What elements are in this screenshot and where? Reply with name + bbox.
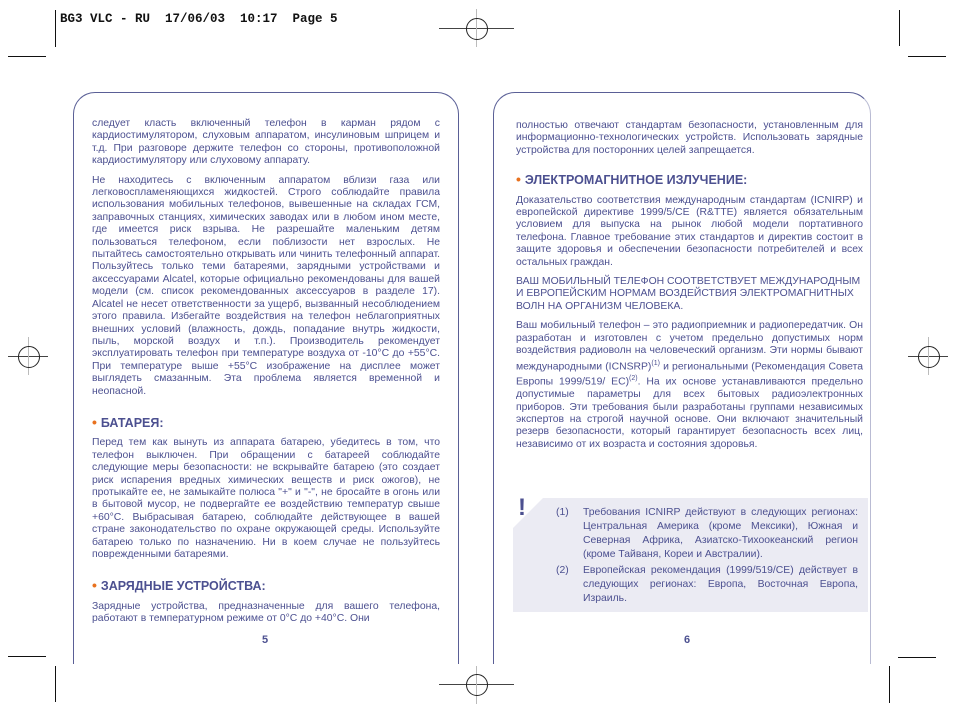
paragraph: Ваш мобильный телефон – это радиоприемник и радиопередатчик. Он разработан и изготовлен с учетом предельно допустимых норм воздействия радиоволн на человеческий организм. Эти нормы бывают международными (ICNSRP)$^{(1)}$ и региональными (Рекомендация Совета Европы 1999/519/ EC)$^{(2)}$. На их основе устанавливаются предельно допустимые параметры для всех бытовых радиоэлектронных приборов. Эти требования были разработаны группами независимых экспертов на строгой научной основе. Они включают значительный резерв безопасности, который гарантирует безопасность всех лиц, независимо от их возраста и состояния здоровья. xyxy=(516,320,864,450)
paragraph: ВАШ МОБИЛЬНЫЙ ТЕЛЕФОН СООТВЕТСТВУЕТ МЕЖДУНАРОДНЫМ И ЕВРОПЕЙСКИМ НОРМАМ ВОЗДЕЙСТВИЯ ЭЛЕКТРОМАГНИТНЫХ ВОЛН НА ОРГАНИЗМ ЧЕЛОВЕКА. xyxy=(516,276,861,312)
paragraph: полностью отвечают стандартам безопасности, установленным для информационно-технологических устройств. Использовать зарядные устройства для посторонних целей запрещается. xyxy=(516,120,863,156)
paragraph: Зарядные устройства, предназначенные для вашего телефона, работают в температурном режиме от 0°C до +40°C. Они xyxy=(92,600,440,625)
crop-mark xyxy=(55,10,56,47)
left-page-content xyxy=(92,118,440,633)
section-heading-battery: • БАТАРЕЯ: xyxy=(92,413,164,430)
bullet-icon: • xyxy=(92,413,97,430)
crop-mark xyxy=(8,56,46,57)
section-heading-chargers: • ЗАРЯДНЫЕ УСТРОЙСТВА: xyxy=(92,577,266,594)
footnote: (1) Требования ICNIRP действуют в следующих регионах: Центральная Америка (кроме Мексики), Южная и Северная Африка, Азиатско-Тихоокеанский регион (кроме Тайваня, Кореи и Австралии). xyxy=(556,507,858,560)
crop-mark xyxy=(889,666,890,703)
crop-mark xyxy=(899,10,900,46)
paragraph: Доказательство соответствия международным стандартам (ICNIRP) и европейской директиве 1999/5/CE (R&TTE) является обязательным условием для выпуска на рынок любой модели портативного телефона. Главное требование этих стандартов и директив состоит в защите здоровья и обеспечении безопасности потребителей и всех остальных граждан. xyxy=(516,194,863,268)
page-number: 6 xyxy=(684,634,691,646)
warning-exclamation-icon: ! xyxy=(518,494,526,521)
crop-mark xyxy=(55,666,56,702)
bullet-icon: • xyxy=(516,171,521,188)
paragraph: Перед тем как вынуть из аппарата батарею, убедитесь в том, что телефон выключен. При обращении с батареей соблюдайте следующие меры безопасности: не вскрывайте батарею (это создает риск испарения вредных химических веществ и риск ожогов), не протыкайте ее, не замыкайте полюса "+" и "-", не бросайте в огонь или в бытовой мусор, не подвергайте ее воздействию температур свыше +60°C. Выбрасывая батарею, соблюдайте действующее в вашей стране законодательство по охране окружающей среды. Используйте батарею только по назначению. Ни в коем случае не пользуйтесь поврежденными батареями. xyxy=(92,437,440,560)
bullet-icon: • xyxy=(92,577,97,594)
paragraph: Не находитесь с включенным аппаратом вблизи газа или легковоспламеняющихся жидкостей. Строго соблюдайте правила использования мобильных телефонов, вывешенные на складах ГСМ, заправочных станциях, химических заводах или в любом ином месте, где имеется риск взрыва. Не разрешайте маленьким детям пользоваться телефоном, если поблизости нет взрослых. Не пытайтесь самостоятельно открывать или чинить телефонный аппарат. Пользуйтесь только теми батареями, зарядными устройствами и аксессуарами Alcatel, которые официально рекомендованы для вашей модели (см. список рекомендованных аксессуаров в разделе 17). Alcatel не несет ответственности за ущерб, вызванный несоблюдением этого правила. Избегайте воздействия на телефон неблагоприятных внешних условий (влажность, дождь, попадание внутрь жидкости, пыль, морской воздух и т.п.). Производитель рекомендует эксплуатировать телефон при температуре воздуха от -10°C до +55°C. При температуре выше +55°C изображение на дисплее может выглядеть смазанным. Эта проблема является временной и неопасной. xyxy=(92,174,440,397)
crop-mark xyxy=(908,56,946,57)
print-slug-header: BG3 VLC - RU 17/06/03 10:17 Page 5 xyxy=(60,12,338,26)
page-number: 5 xyxy=(262,634,269,646)
footnote: (2) Европейская рекомендация (1999/519/CE) действует в следующих регионах: Европа, Восточная Европа, Израиль. xyxy=(556,565,858,604)
paragraph: следует класть включенный телефон в карман рядом с кардиостимулятором, слуховым аппаратом, инсулиновым шприцем и т.д. При разговоре держите телефон со стороны, противоположной кардиостимулятору или слуховому аппарату. xyxy=(92,118,440,167)
section-heading-em: • ЭЛЕКТРОМАГНИТНОЕ ИЗЛУЧЕНИЕ: xyxy=(516,171,748,188)
right-page-content xyxy=(516,120,863,458)
crop-mark xyxy=(8,656,46,657)
crop-mark xyxy=(898,657,936,658)
